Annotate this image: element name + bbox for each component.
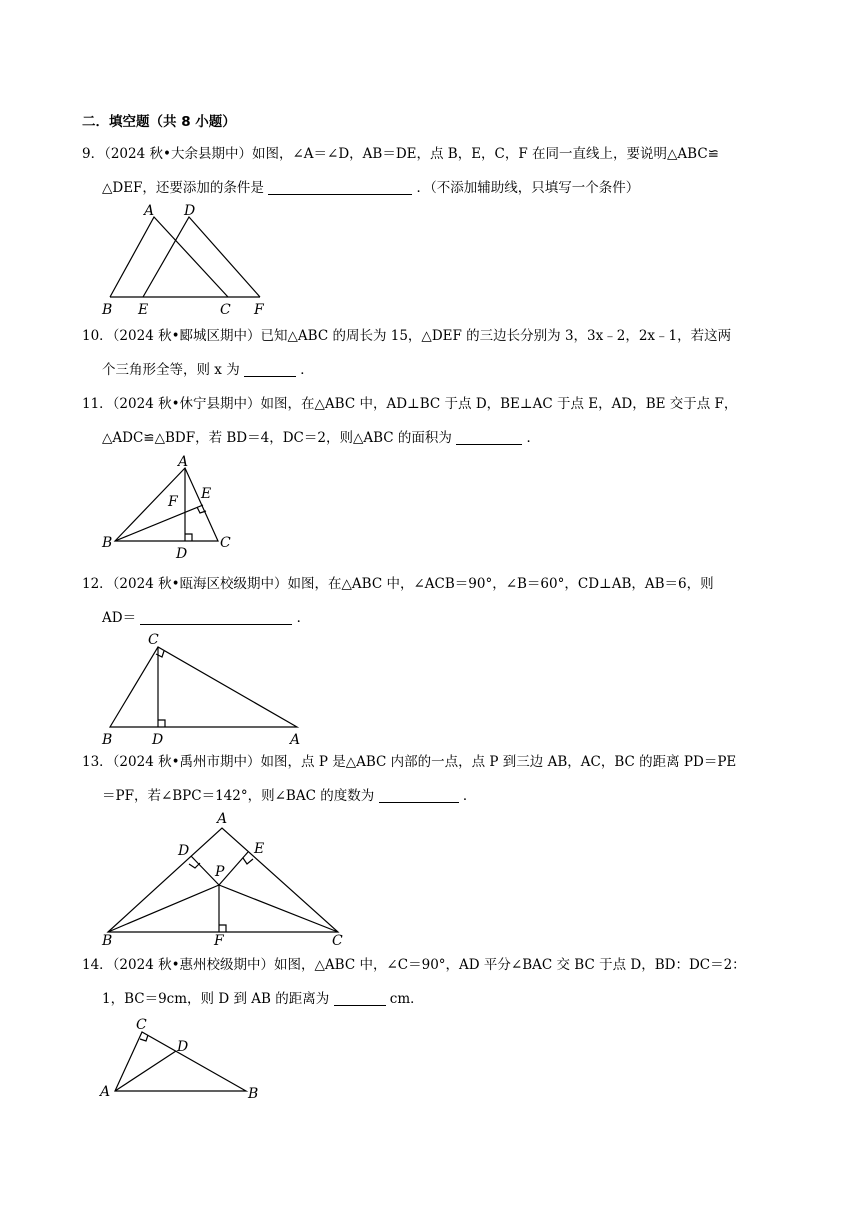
q11-answer-blank[interactable] [456, 430, 522, 445]
q9-text-a: △DEF，还要添加的条件是 [102, 180, 264, 196]
q12-line2 [102, 608, 310, 628]
q11-text-b: ． [526, 430, 540, 446]
q14-label-a: A [100, 1084, 111, 1100]
q11-right-angle-d [185, 534, 192, 541]
q11-label-c: C [220, 535, 231, 551]
q9-answer-blank[interactable] [268, 180, 412, 195]
q9-line2 [102, 178, 639, 198]
q13-right-angle-e [243, 858, 253, 864]
q11-label-d: D [176, 546, 188, 562]
q11-altitude-be [115, 505, 203, 541]
q9-text-b: ．（不添加辅助线，只填写一个条件） [416, 180, 640, 196]
q13-label-e: E [254, 841, 265, 857]
q14-line2 [102, 989, 424, 1009]
q10-answer-blank[interactable] [244, 362, 296, 377]
q10-text-b: ． [300, 362, 314, 378]
q12-right-angle-c [156, 651, 164, 657]
q13-segment-pc [219, 885, 338, 932]
q13-label-f: F [214, 933, 224, 949]
q11-line2 [102, 428, 540, 448]
q9-label-d: D [184, 203, 196, 219]
q14-text-a: 1，BC＝9cm，则 D 到 AB 的距离为 [102, 991, 330, 1007]
q14-label-d: D [177, 1039, 189, 1055]
q13-line2 [102, 786, 476, 806]
q12-text-b: ． [296, 610, 311, 626]
q12-right-angle-d [158, 720, 165, 727]
q12-label-d: D [152, 732, 164, 748]
q11-label-f: F [168, 494, 178, 510]
q9-label-f: F [254, 302, 264, 318]
q14-label-b: B [248, 1086, 259, 1102]
q13-label-c: C [332, 933, 343, 949]
q12-label-b: B [102, 732, 113, 748]
q11-label-b: B [102, 535, 113, 551]
q13-segment-pb [108, 885, 219, 932]
section-title: 二．填空题（共 8 小题） [82, 114, 236, 130]
q12-triangle-abc [110, 647, 297, 727]
q14-text-b: cm． [389, 991, 424, 1007]
q13-label-b: B [102, 933, 113, 949]
q14-figure [98, 1016, 268, 1106]
q13-label-p: P [215, 864, 225, 880]
q13-right-angle-f [219, 925, 226, 932]
q13-line1: 13．（2024 秋•禹州市期中）如图，点 P 是△ABC 内部的一点，点 P 到三边 AB，AC，BC 的距离 PD＝PE [82, 754, 737, 770]
q10-line2 [102, 360, 314, 380]
q13-label-d: D [178, 843, 190, 859]
q11-triangle-abc [115, 468, 218, 541]
q13-text-a: ＝PF，若∠BPC＝142°，则∠BAC 的度数为 [102, 788, 375, 804]
q10-line1: 10．（2024 秋•郾城区期中）已知△ABC 的周长为 15，△DEF 的三边长分别为 3，3x﹣2，2x﹣1，若这两 [82, 328, 732, 344]
q12-label-a: A [290, 732, 301, 748]
q14-right-angle-c [140, 1035, 148, 1041]
q9-label-a: A [144, 203, 155, 219]
q12-label-c: C [148, 632, 159, 648]
q11-label-a: A [178, 454, 189, 470]
q9-label-e: E [138, 302, 149, 318]
q9-line1: 9．（2024 秋•大余县期中）如图，∠A＝∠D，AB＝DE，点 B，E，C，F 在同一直线上，要说明△ABC≌ [82, 146, 719, 162]
q11-line1: 11．（2024 秋•休宁县期中）如图，在△ABC 中，AD⊥BC 于点 D，BE⊥AC 于点 E，AD，BE 交于点 F， [82, 396, 738, 412]
q9-triangle-abc [110, 217, 228, 297]
q14-line1: 14．（2024 秋•惠州校级期中）如图，△ABC 中，∠C＝90°，AD 平分∠BAC 交 BC 于点 D，BD：DC＝2： [82, 957, 746, 973]
q12-text-a: AD＝ [102, 610, 137, 626]
q13-figure [98, 808, 358, 948]
q9-label-b: B [102, 302, 113, 318]
q11-label-e: E [201, 486, 212, 502]
q11-figure [98, 454, 248, 564]
q13-text-b: ． [462, 788, 477, 804]
q13-answer-blank[interactable] [379, 788, 459, 803]
q9-triangle-def [143, 217, 260, 297]
q14-label-c: C [136, 1017, 147, 1033]
q11-text-a: △ADC≌△BDF，若 BD＝4，DC＝2，则△ABC 的面积为 [102, 430, 452, 446]
q12-figure [100, 630, 310, 750]
q13-label-a: A [217, 811, 228, 827]
q14-answer-blank[interactable] [334, 991, 386, 1006]
q12-answer-blank[interactable] [140, 610, 292, 625]
q12-line1: 12．（2024 秋•瓯海区校级期中）如图，在△ABC 中，∠ACB＝90°，∠B＝60°，CD⊥AB，AB＝6，则 [82, 576, 714, 592]
q9-figure [96, 200, 276, 320]
q9-label-c: C [220, 302, 231, 318]
q10-text-a: 个三角形全等，则 x 为 [102, 362, 240, 378]
